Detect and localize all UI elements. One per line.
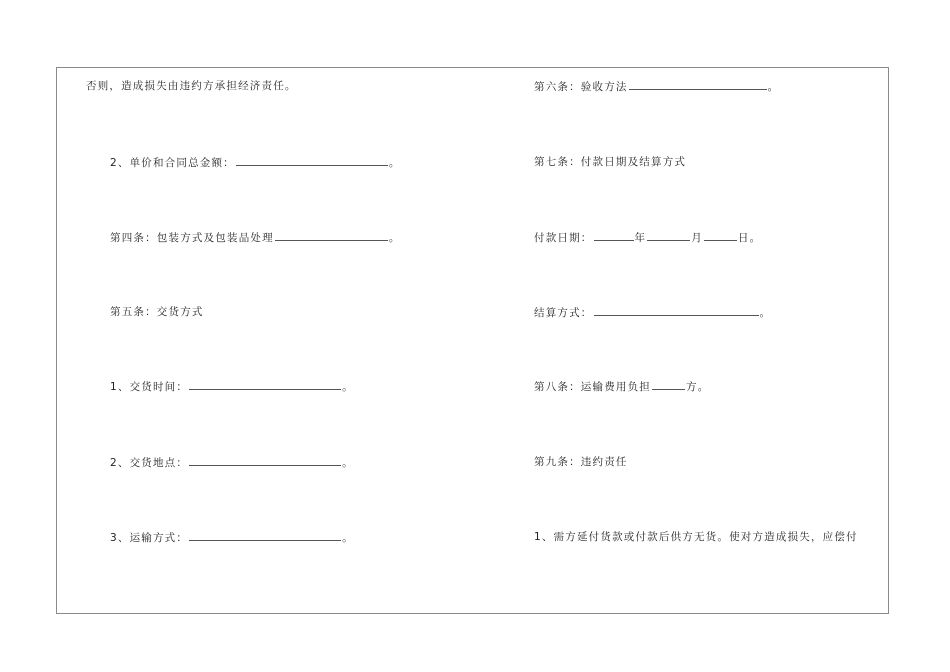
day-blank[interactable]	[704, 230, 737, 241]
punctuation: 方。	[686, 381, 710, 393]
text: 1、需方延付货款或付款后供方无货。使对方造成损失，应偿付	[534, 531, 858, 543]
text: 否则，造成损失由违约方承担经济责任。	[86, 80, 297, 92]
label: 2、单价和合同总金额：	[110, 157, 235, 169]
month-blank[interactable]	[647, 230, 690, 241]
contract-line-payment-date	[534, 230, 761, 245]
contract-article-6-inspection	[534, 79, 779, 94]
fill-in-blank[interactable]	[652, 379, 685, 390]
label: 结算方式：	[534, 307, 593, 319]
contract-line-transport-method	[110, 530, 354, 545]
contract-article-7-payment	[534, 155, 686, 169]
contract-article-4-packaging	[110, 230, 401, 245]
punctuation: 。	[767, 81, 780, 93]
contract-line-delivery-place	[110, 455, 354, 470]
fill-in-blank[interactable]	[189, 530, 341, 541]
punctuation: 。	[342, 532, 354, 544]
fill-in-blank[interactable]	[189, 455, 341, 466]
label: 第四条：包装方式及包装品处理	[110, 232, 274, 244]
heading: 第九条：违约责任	[534, 456, 628, 468]
punctuation: 。	[759, 307, 772, 319]
label: 付款日期：	[534, 232, 593, 244]
month-label: 月	[691, 232, 703, 244]
contract-line-liability-note	[86, 79, 297, 93]
punctuation: 。	[388, 232, 401, 244]
contract-article-5-delivery	[110, 305, 204, 319]
contract-line-late-payment-clause	[534, 530, 858, 544]
fill-in-blank[interactable]	[594, 305, 759, 316]
contract-line-settlement-method	[534, 305, 771, 320]
year-blank[interactable]	[594, 230, 634, 241]
punctuation: 。	[388, 157, 401, 169]
heading: 第七条：付款日期及结算方式	[534, 156, 687, 168]
contract-article-8-freight	[534, 379, 709, 394]
fill-in-blank[interactable]	[189, 379, 341, 390]
year-label: 年	[634, 232, 647, 244]
fill-in-blank[interactable]	[629, 79, 767, 90]
contract-line-unit-price-total	[110, 155, 401, 170]
label: 2、交货地点：	[110, 457, 189, 469]
heading: 第五条：交货方式	[110, 306, 204, 318]
punctuation: 。	[342, 457, 354, 469]
day-label: 日。	[737, 232, 762, 244]
fill-in-blank[interactable]	[275, 230, 388, 241]
label: 3、运输方式：	[110, 532, 189, 544]
label: 1、交货时间：	[110, 381, 189, 393]
contract-article-9-breach	[534, 455, 628, 469]
label: 第八条：运输费用负担	[534, 381, 651, 393]
label: 第六条：验收方法	[534, 81, 628, 93]
contract-line-delivery-time	[110, 379, 354, 394]
punctuation: 。	[342, 381, 354, 393]
fill-in-blank[interactable]	[236, 155, 388, 166]
